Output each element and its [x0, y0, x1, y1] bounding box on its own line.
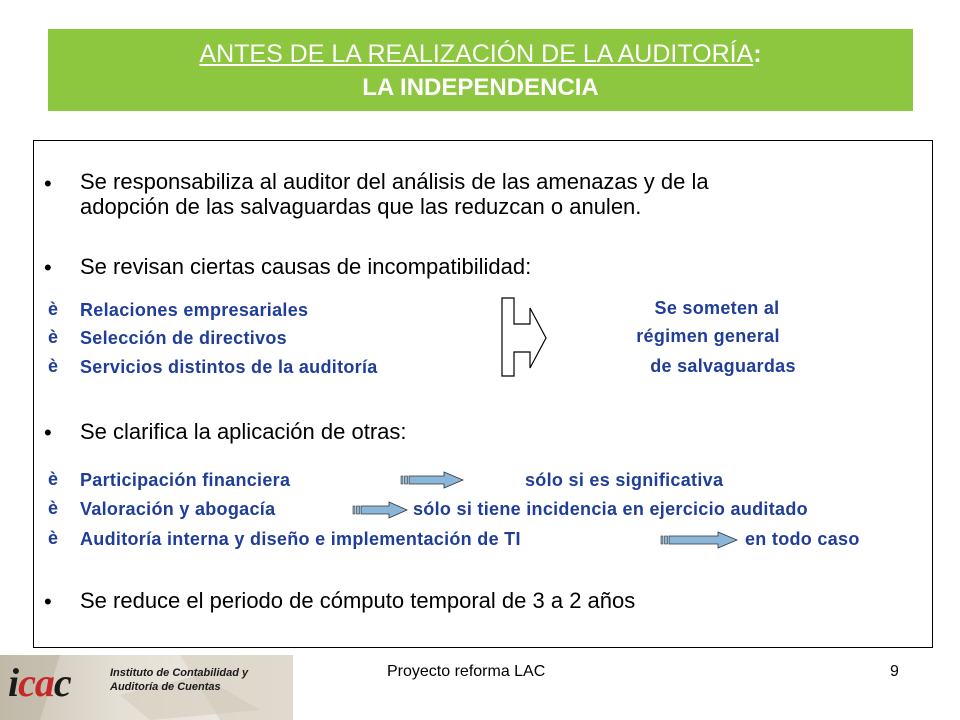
- clarification-result: sólo si tiene incidencia en ejercicio auditado: [413, 499, 808, 519]
- icac-logo: [0, 655, 293, 720]
- page-number: 9: [890, 663, 899, 680]
- bullet-1-line-2: adopción de las salvaguardas que las reduzcan o anulen.: [80, 194, 642, 219]
- arrow-right-icon: è: [48, 528, 59, 548]
- result-line: de salvaguardas: [650, 356, 796, 376]
- clarification-label: Valoración y abogacía: [80, 499, 276, 519]
- title-colon: :: [753, 40, 762, 68]
- clarification-result: sólo si es significativa: [525, 470, 724, 490]
- result-line: régimen general: [636, 326, 780, 346]
- block-arrow-icon: [352, 501, 408, 519]
- clarification-result: en todo caso: [745, 529, 860, 549]
- block-arrow-icon: [400, 471, 464, 489]
- bullet-marker: •: [44, 589, 52, 614]
- title-underlined-text: ANTES DE LA REALIZACIÓN DE LA AUDITORÍA: [199, 40, 754, 68]
- bullet-2-text: Se revisan ciertas causas de incompatibilidad:: [80, 254, 532, 279]
- bullet-marker: •: [44, 420, 52, 445]
- block-arrow-icon: [660, 531, 738, 549]
- bent-arrow-icon: [500, 296, 548, 378]
- logo-mark: [8, 661, 71, 705]
- incompatibility-item: Relaciones empresariales: [80, 300, 309, 320]
- footer-title: Proyecto reforma LAC: [387, 663, 546, 680]
- bullet-marker: •: [44, 171, 52, 196]
- bullet-marker: •: [44, 255, 52, 280]
- logo-line-2: Auditoría de Cuentas: [110, 681, 221, 693]
- bullet-1-line-1: Se responsabiliza al auditor del análisis de las amenazas y de la: [80, 169, 709, 194]
- result-line: Se someten al: [654, 298, 780, 318]
- arrow-right-icon: è: [48, 327, 59, 347]
- title-line-1: [48, 39, 913, 69]
- logo-mark-middle: ca: [18, 660, 54, 705]
- logo-line-1: Instituto de Contabilidad y: [110, 667, 249, 679]
- title-banner: [48, 29, 913, 111]
- clarification-label: Auditoría interna y diseño e implementación de TI: [80, 529, 521, 549]
- logo-mark-prefix: i: [8, 660, 19, 705]
- incompatibility-item: Servicios distintos de la auditoría: [80, 357, 378, 377]
- arrow-right-icon: è: [48, 299, 59, 319]
- logo-mark-suffix: c: [53, 660, 71, 705]
- arrow-right-icon: è: [48, 469, 59, 489]
- arrow-right-icon: è: [48, 498, 59, 518]
- bullet-3-text: Se clarifica la aplicación de otras:: [80, 419, 407, 444]
- arrow-right-icon: è: [48, 356, 59, 376]
- clarification-label: Participación financiera: [80, 470, 291, 490]
- incompatibility-item: Selección de directivos: [80, 328, 287, 348]
- bullet-4-text: Se reduce el periodo de cómputo temporal de 3 a 2 años: [80, 588, 636, 613]
- title-line-2: LA INDEPENDENCIA: [362, 74, 599, 101]
